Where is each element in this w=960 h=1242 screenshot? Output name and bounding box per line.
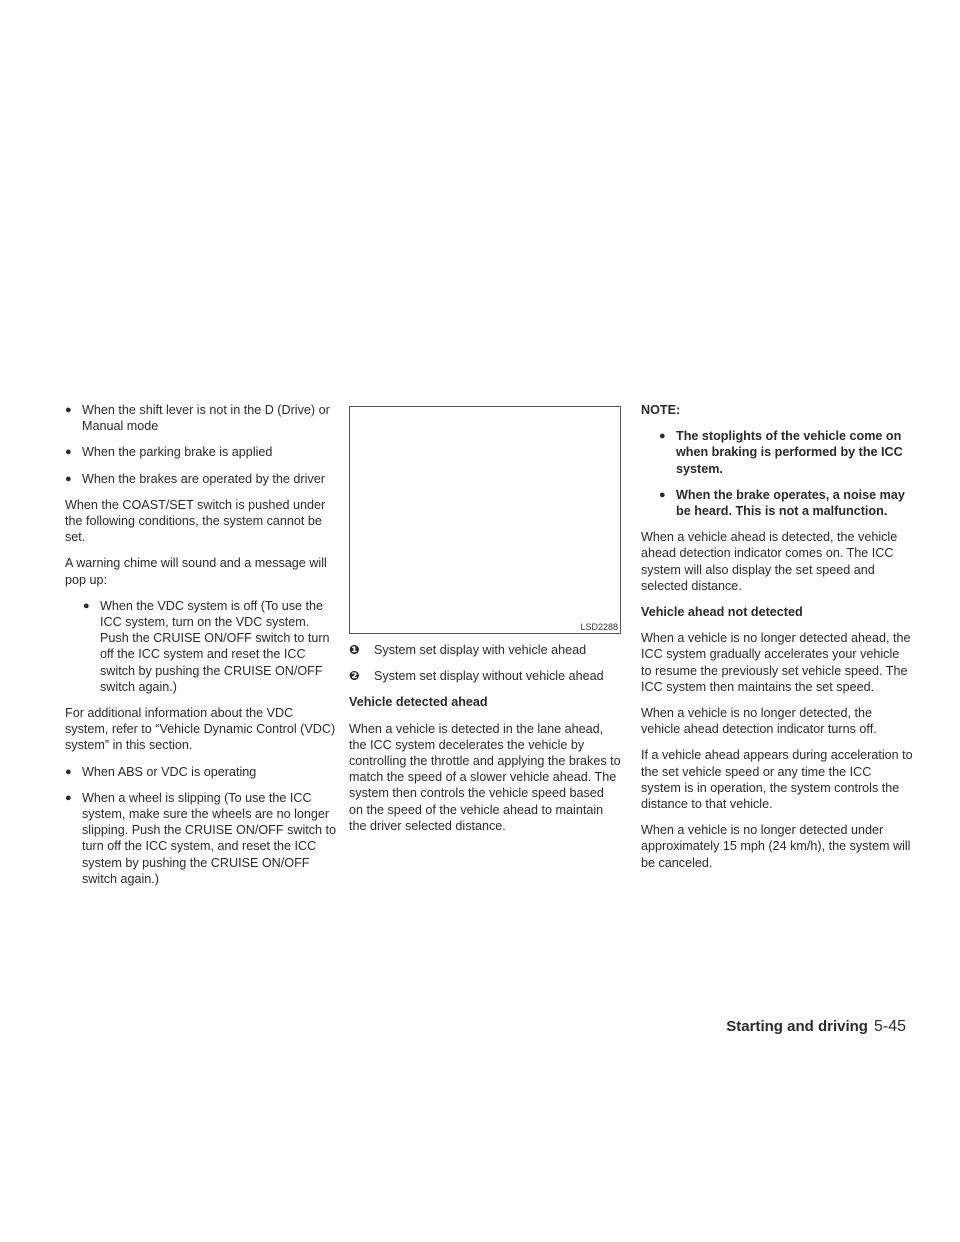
figure-caption — [349, 668, 621, 684]
list-item: ● When the shift lever is not in the D (Drive) or Manual mode — [65, 402, 337, 434]
paragraph: When the COAST/SET switch is pushed under the following conditions, the system cannot be set. — [65, 497, 326, 545]
figure-caption — [349, 642, 621, 658]
caption-text: System set display with vehicle ahead — [374, 643, 587, 657]
section-heading: Vehicle ahead not detected — [641, 605, 803, 620]
section-heading: Vehicle detected ahead — [349, 695, 488, 710]
section-title: Starting and driving — [726, 1018, 868, 1035]
paragraph: If a vehicle ahead appears during acceleration to the set vehicle speed or any time the ICC system is in operation, the system controls the distance to that vehicle. — [641, 748, 913, 812]
list-item: ● When the VDC system is off (To use the ICC system, turn on the VDC system. Push the CRUISE ON/OFF switch to turn off the ICC system and reset the ICC switch by pushing the CRUISE ON/OFF switch again.) — [83, 598, 337, 695]
paragraph: When a vehicle is no longer detected ahead, the ICC system gradually accelerates your vehicle to resume the previously set vehicle speed. The ICC system then maintains the set speed. — [641, 631, 911, 694]
note-item: ● When the brake operates, a noise may be heard. This is not a malfunction. — [659, 487, 913, 519]
figure-display-illustration — [349, 406, 621, 634]
cross-reference: For additional information about the VDC system, refer to “Vehicle Dynamic Control (VDC) system” in this section. — [65, 706, 336, 753]
column-middle — [349, 402, 621, 844]
note-label: NOTE: — [641, 403, 681, 417]
caption-number-2-icon: ❷ — [349, 669, 360, 684]
list-item: ● When the brakes are operated by the driver — [65, 471, 337, 487]
note-item: ● The stoplights of the vehicle come on when braking is performed by the ICC system. — [659, 428, 913, 477]
list-item: ● When a wheel is slipping (To use the ICC system, make sure the wheels are no longer slipping. Push the CRUISE ON/OFF switch to turn off the ICC system, and reset the ICC system by pushing the CRUISE ON/OFF switch again.) — [65, 790, 337, 887]
column-left — [65, 402, 337, 897]
paragraph: When a vehicle ahead is detected, the vehicle ahead detection indicator comes on. The ICC system will also display the set speed and selected distance. — [641, 530, 898, 593]
paragraph: When a vehicle is detected in the lane ahead, the ICC system decelerates the vehicle by controlling the throttle and applying the brakes to match the speed of a slower vehicle ahead. The system then controls the vehicle speed based on the speed of the vehicle ahead to maintain the driver selected distance. — [349, 721, 621, 833]
paragraph: When a vehicle is no longer detected under approximately 15 mph (24 km/h), the system will be canceled. — [641, 823, 911, 870]
caption-number-1-icon: ❶ — [349, 643, 360, 657]
paragraph: A warning chime will sound and a message will pop up: — [65, 556, 327, 587]
column-right — [641, 402, 913, 881]
list-item: ● When ABS or VDC is operating — [65, 764, 337, 780]
page-footer — [0, 1018, 906, 1036]
figure-code: LSD2288 — [580, 622, 618, 632]
list-item: ● When the parking brake is applied — [65, 444, 337, 460]
caption-text: System set display without vehicle ahead — [374, 669, 604, 684]
page-number: 5-45 — [873, 1018, 906, 1035]
paragraph: When a vehicle is no longer detected, the vehicle ahead detection indicator turns off. — [641, 706, 877, 737]
